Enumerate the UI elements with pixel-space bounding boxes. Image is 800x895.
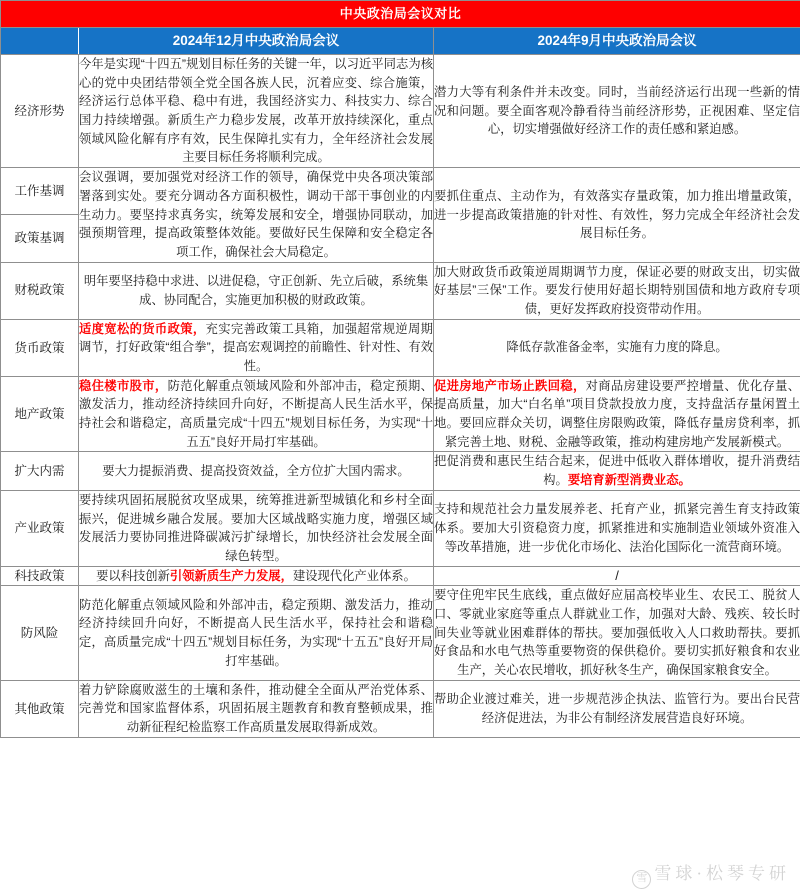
title-banner-row (1, 1, 800, 28)
watermark-text: 雪球·松琴专研 (654, 864, 790, 883)
cell-text: 明年要坚持稳中求进、以进促稳，守正创新、先立后破，系统集成、协同配合，实施更加积极的财政政策。 (83, 273, 429, 307)
cell-body-text: 建设现代化产业体系。 (292, 568, 416, 583)
page-title: 中央政治局会议对比 (339, 6, 462, 21)
cell-text: 防范化解重点领域风险和外部冲击，稳定预期、激发活力，推动经济持续回升向好，不断提高人民生活水平，保持社会和谐稳定，高质量完成“十四五”规划目标任务，为实现“十五五”良好开局打牢基础。 (79, 597, 433, 668)
row-label-other-policy: 其他政策 (1, 680, 79, 737)
cell-december-risk-prevention (79, 586, 434, 680)
cell-september-monetary-policy (434, 319, 800, 376)
cell-text: 支持和规范社会力量发展养老、托育产业，抓紧完善生育支持政策体系。要加大引资稳资力度，抓紧推进和实施制造业领域外资准入等改革措施，进一步优化市场化、法治化国际化一流营商环境。 (434, 502, 800, 554)
row-label-industrial-policy: 产业政策 (1, 490, 79, 566)
table-row (1, 586, 800, 680)
table-row (1, 376, 800, 452)
row-label-economic-situation: 经济形势 (1, 55, 79, 168)
cell-text: 要大力提振消费、提高投资效益，全方位扩大国内需求。 (102, 463, 410, 478)
cell-lead-text: 要以科技创新 (96, 568, 170, 583)
cell-text (79, 320, 433, 376)
cell-text (79, 567, 433, 586)
empty-value-slash: / (615, 568, 619, 584)
column-header-september: 2024年9月中央政治局会议 (434, 28, 800, 55)
column-header-december: 2024年12月中央政治局会议 (79, 28, 434, 55)
cell-september-industrial-policy (434, 490, 800, 566)
cell-text (434, 452, 800, 489)
table-header-row (1, 28, 800, 55)
cell-text: 帮助企业渡过难关，进一步规范涉企执法、监管行为。要出台民营经济促进法，为非公有制经济发展营造良好环境。 (434, 692, 800, 725)
table-row (1, 566, 800, 586)
row-label-fiscal-policy: 财税政策 (1, 262, 79, 319)
cell-december-economic-situation (79, 55, 434, 168)
header-corner-cell (1, 28, 79, 55)
cell-december-monetary-policy (79, 319, 434, 376)
cell-september-fiscal-policy (434, 262, 800, 319)
cell-body-text: 把促消费和惠民生结合起来，促进中低收入群体增收，提升消费结构。 (434, 454, 800, 488)
cell-text: 要抓住重点、主动作为，有效落实存量政策，加力推出增量政策，进一步提高政策措施的针对性、有效性，努力完成全年经济社会发展目标任务。 (434, 188, 800, 241)
cell-september-risk-prevention (434, 586, 800, 680)
table-row (1, 55, 800, 168)
cell-text (434, 377, 800, 452)
cell-september-expand-demand (434, 452, 800, 490)
cell-text: 会议强调，要加强党对经济工作的领导，确保党中央各项决策部署落到实处。要充分调动各方面积极性，调动干部干事创业的内生动力。要坚持求真务实，统筹发展和安全，增强协同联动，加强预期管理，提高政策整体效能。要做好民生保障和安全稳定各项工作，确保社会大局稳定。 (79, 170, 433, 259)
highlight-phrase: 稳住楼市股市， (79, 378, 168, 393)
cell-december-other-policy (79, 680, 434, 737)
table-row (1, 490, 800, 566)
cell-september-technology-policy (434, 566, 800, 586)
highlight-phrase: 要培育新型消费业态。 (567, 473, 691, 488)
cell-body-text: 充实完善政策工具箱，加强超常规逆周期调节，打好政策“组合拳”，提高宏观调控的前瞻性、针对性、有效性。 (79, 321, 433, 373)
table-row (1, 319, 800, 376)
cell-text: 要持续巩固拓展脱贫攻坚成果，统筹推进新型城镇化和乡村全面振兴，促进城乡融合发展。要加大区域战略实施力度，增强区域发展活力要协同推进降碳减污扩绿增长，加快经济社会发展全面绿色转型。 (79, 492, 433, 563)
table-row (1, 262, 800, 319)
cell-december-expand-demand (79, 452, 434, 490)
row-label-monetary-policy: 货币政策 (1, 319, 79, 376)
highlight-phrase: 促进房地产市场止跌回稳， (434, 378, 586, 393)
cell-text: 今年是实现“十四五”规划目标任务的关键一年，以习近平同志为核心的党中央团结带领全党全国各族人民，沉着应变、综合施策，经济运行总体平稳、稳中有进，我国经济实力、科技实力、综合国力持续增强。新质生产力稳步发展，改革开放持续深化，重点领域风险化解有序有效，民生保障扎实有力，全年经济社会发展主要目标任务将顺利完成。 (79, 57, 433, 165)
row-label-real-estate-policy: 地产政策 (1, 376, 79, 452)
cell-body-text: 防范化解重点领域风险和外部冲击，稳定预期、激发活力，推动经济持续回升向好，不断提高人民生活水平，保持社会和谐稳定，高质量完成“十四五”规划目标任务，为实现“十五五”良好开局打牢基础。 (79, 378, 433, 449)
row-label-policy-tone: 政策基调 (1, 215, 79, 262)
watermark (632, 859, 790, 889)
cell-september-other-policy (434, 680, 800, 737)
cell-december-policy-tone (79, 168, 434, 262)
cell-september-policy-tone (434, 168, 800, 262)
cell-december-technology-policy (79, 566, 434, 586)
title-banner-cell (1, 1, 800, 28)
cell-text: 潜力大等有利条件并未改变。同时，当前经济运行出现一些新的情况和问题。要全面客观冷静看待当前经济形势，正视困难、坚定信心，切实增强做好经济工作的责任感和紧迫感。 (434, 85, 800, 137)
cell-december-industrial-policy (79, 490, 434, 566)
cell-text: 降低存款准备金率，实施有力度的降息。 (506, 340, 728, 355)
row-label-expand-demand: 扩大内需 (1, 452, 79, 490)
cell-december-fiscal-policy (79, 262, 434, 319)
watermark-logo-icon: 雪 (632, 870, 651, 889)
row-label-work-tone: 工作基调 (1, 168, 79, 215)
cell-text: 着力铲除腐败滋生的土壤和条件，推动健全全面从严治党体系、完善党和国家监督体系，巩固拓展主题教育和教育整顿成果，推动新征程纪检监察工作高质量发展取得新成效。 (79, 682, 433, 735)
cell-body-text: 对商品房建设要严控增量、优化存量、提高质量，加大“白名单”项目贷款投放力度，支持盘活存量闲置土地。要回应群众关切，调整住房限购政策，降低存量房贷利率，抓紧完善土地、财税、金融等政策，推动构建房地产发展新模式。 (434, 378, 800, 449)
row-label-technology-policy: 科技政策 (1, 566, 79, 586)
cell-text: 加大财政货币政策逆周期调节力度，保证必要的财政支出，切实做好基层”三保”工作。要发行使用好超长期特别国债和地方政府专项债，更好发挥政府投资带动作用。 (434, 264, 800, 316)
row-label-risk-prevention: 防风险 (1, 586, 79, 680)
cell-september-economic-situation (434, 55, 800, 168)
cell-text: 要守住兜牢民生底线，重点做好应届高校毕业生、农民工、脱贫人口、零就业家庭等重点人群就业工作，加强对大龄、残疾、较长时间失业等就业困难群体的帮扶。要加强低收入人口救助帮扶。要抓好食品和水电气热等重要物资的保供稳价。要切实抓好粮食和农业生产，关心农民增收，抓好秋冬生产，确保国家粮食安全。 (434, 588, 800, 677)
cell-text (79, 377, 433, 452)
cell-december-real-estate-policy (79, 376, 434, 452)
table-row (1, 680, 800, 737)
cell-september-real-estate-policy (434, 376, 800, 452)
table-row (1, 168, 800, 215)
highlight-phrase: 引领新质生产力发展， (169, 568, 293, 583)
table-row (1, 452, 800, 490)
highlight-phrase: 适度宽松的货币政策， (79, 321, 206, 336)
